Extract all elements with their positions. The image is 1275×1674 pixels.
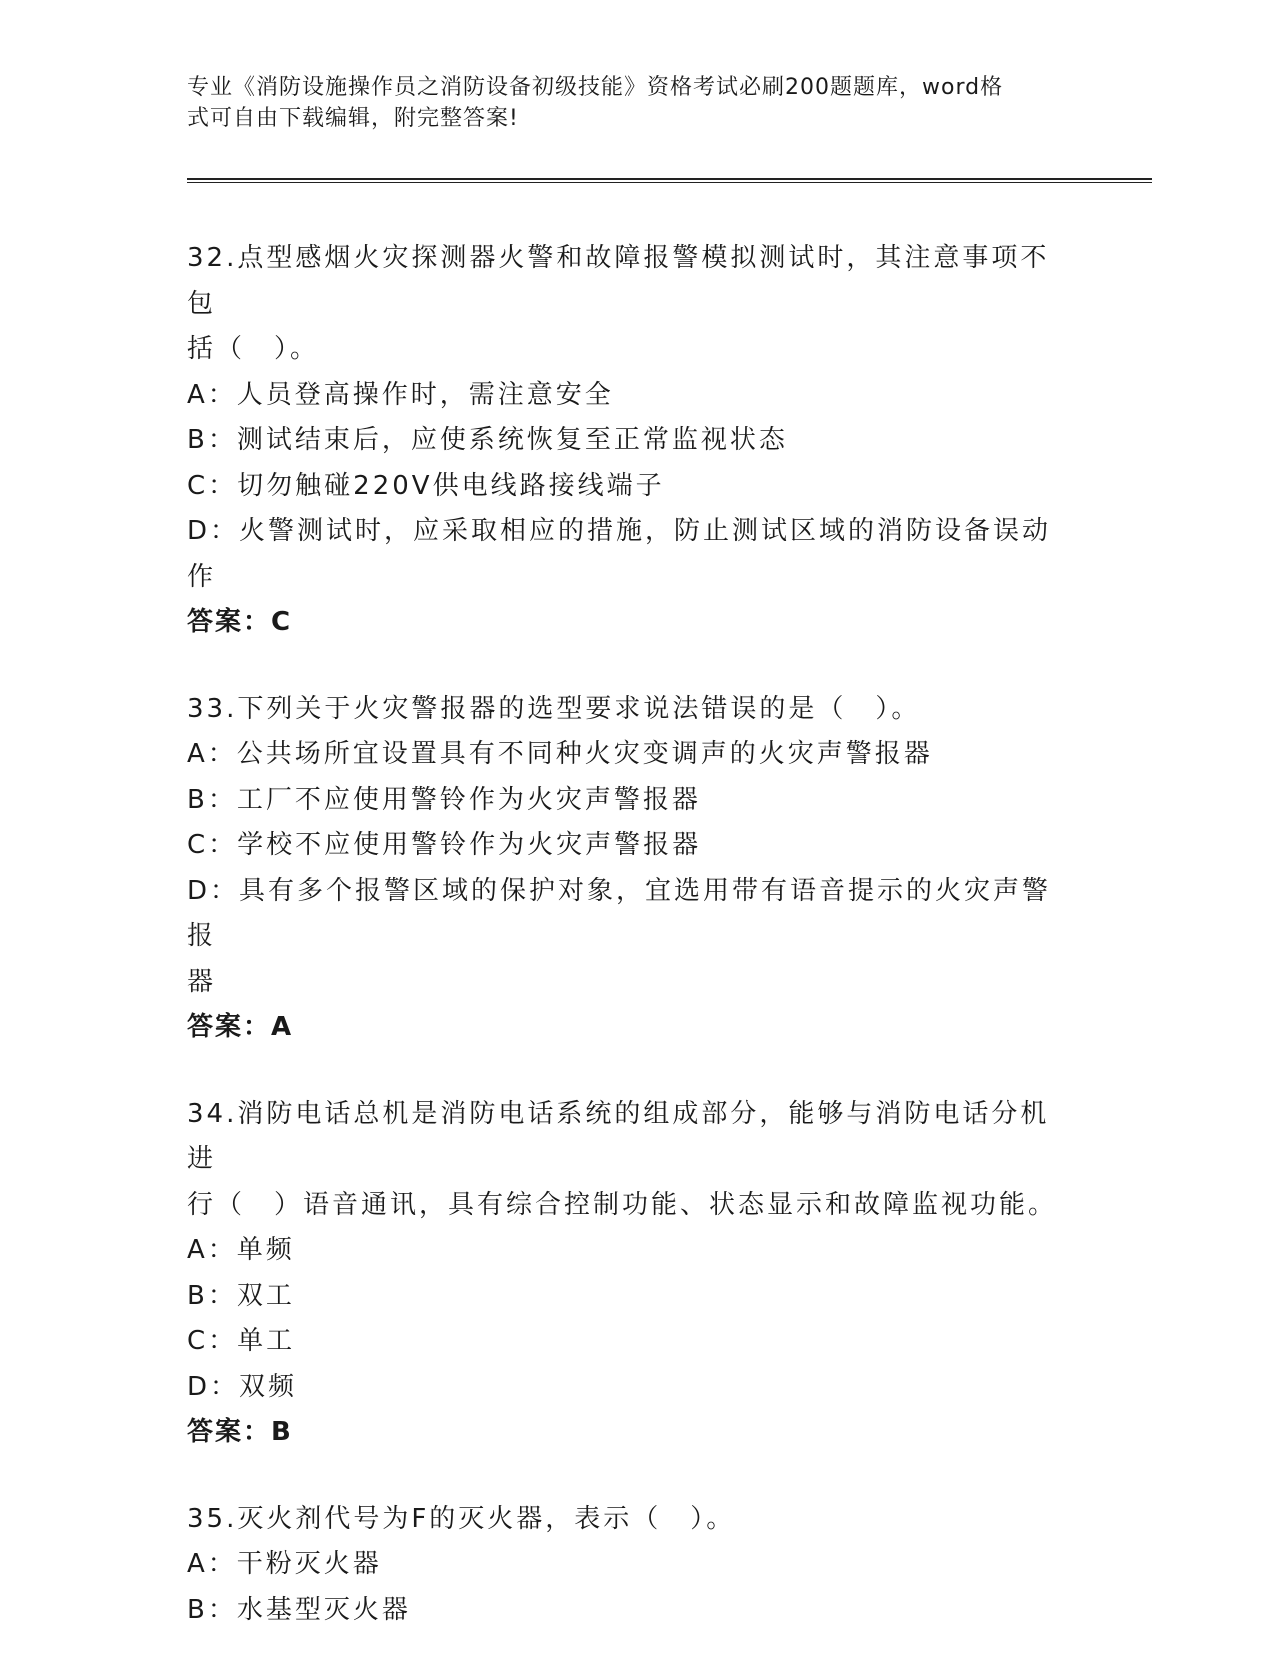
question-stem-line: 括（ ）。 [187,334,320,364]
question-stem-line: 34.消防电话总机是消防电话系统的组成部分，能够与消防电话分机进 [187,1098,1050,1174]
option-b: B：双工 [187,1280,295,1311]
question-35 [187,1497,1067,1634]
answer-label: 答案：C [187,607,293,637]
option-a: A：单频 [187,1235,295,1265]
question-stem-line: 33.下列关于火灾警报器的选型要求说法错误的是（ ）。 [187,693,921,724]
option-b: B：水基型灭火器 [187,1594,411,1625]
question-list [187,236,1067,1674]
option-d: D：火警测试时，应采取相应的措施，防止测试区域的消防设备误动作 [187,516,1052,592]
question-32 [187,236,1067,646]
option-c: C：切勿触碰220V供电线路接线端子 [187,470,665,501]
answer-label: 答案：A [187,1012,294,1042]
option-c: C：单工 [187,1326,296,1356]
header-divider [187,178,1152,183]
option-d-continuation: 器 [187,966,217,997]
answer-label: 答案：B [187,1417,293,1447]
question-stem-line: 35.灭火剂代号为F的灭火器，表示（ ）。 [187,1503,736,1534]
option-a: A：干粉灭火器 [187,1549,382,1579]
header-line-2: 式可自由下载编辑，附完整答案! [187,106,519,131]
question-stem-line: 行（ ）语音通讯，具有综合控制功能、状态显示和故障监视功能。 [187,1189,1058,1220]
option-a: A：公共场所宜设置具有不同种火灾变调声的火灾声警报器 [187,739,933,769]
question-stem-line: 32.点型感烟火灾探测器火警和故障报警模拟测试时，其注意事项不包 [187,243,1050,319]
option-c: C：学校不应使用警铃作为火灾声警报器 [187,830,702,860]
option-b: B：工厂不应使用警铃作为火灾声警报器 [187,784,701,815]
option-a: A：人员登高操作时，需注意安全 [187,379,614,410]
option-d: D：具有多个报警区域的保护对象，宜选用带有语音提示的火灾声警报 [187,875,1052,951]
question-34 [187,1092,1067,1456]
option-d: D：双频 [187,1371,298,1402]
header-line-1: 专业《消防设施操作员之消防设备初级技能》资格考试必刷200题题库，word格 [187,75,1004,100]
option-b: B：测试结束后，应使系统恢复至正常监视状态 [187,425,788,455]
question-33 [187,687,1067,1051]
document-header [187,72,1067,134]
